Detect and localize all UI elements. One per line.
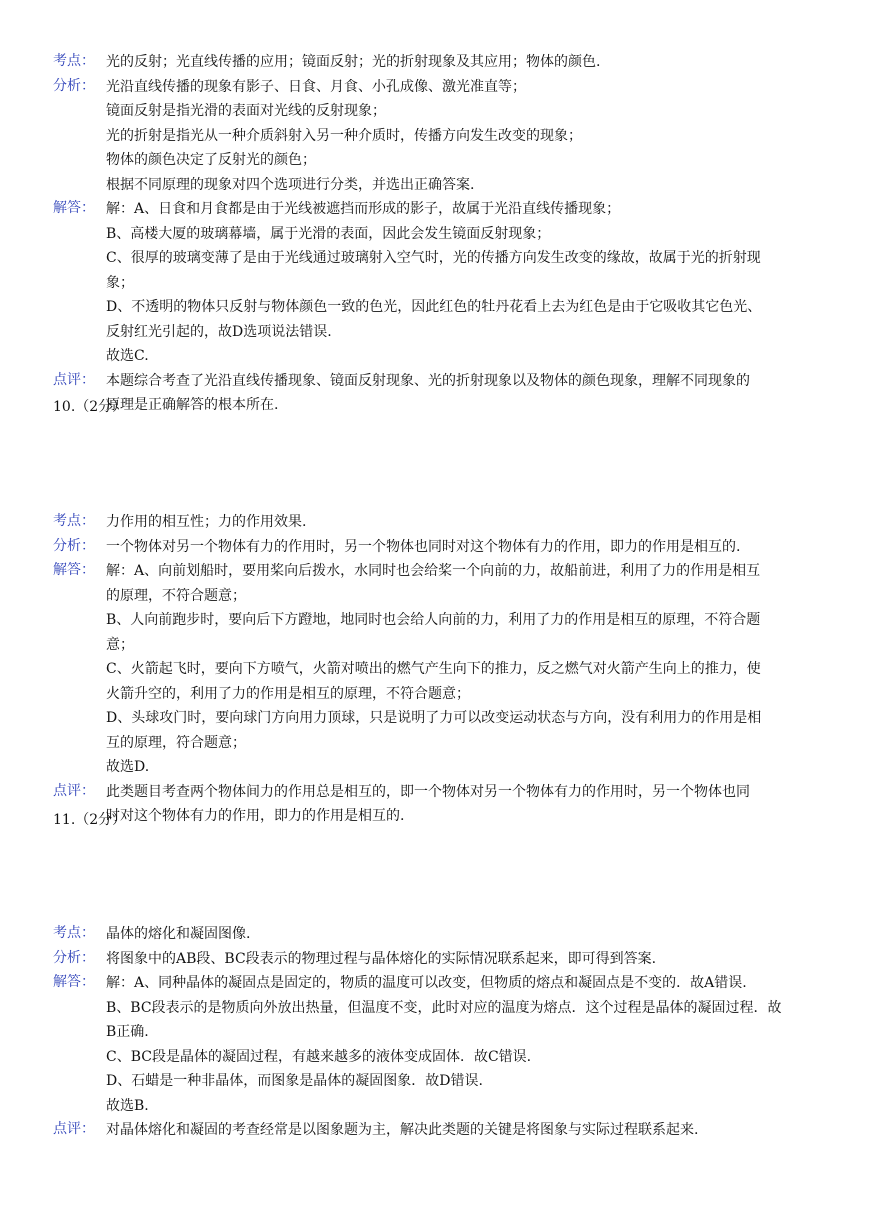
jieda-label: 解答： [53, 200, 95, 216]
text-line: 光沿直线传播的现象有影子、日食、月食、小孔成像、激光准直等； [106, 78, 526, 95]
q9-dianping [53, 369, 817, 418]
text-line: 故选C. [106, 348, 149, 364]
text-line: 光的折射是指光从一种介质斜射入另一种介质时，传播方向发生改变的现象； [106, 127, 582, 144]
text-line: 对晶体熔化和凝固的考查经常是以图象题为主，解决此类题的关键是将图象与实际过程联系起来. [106, 1122, 699, 1138]
jieda-label: 解答： [53, 974, 95, 990]
q10-jieda [53, 559, 817, 780]
text-line: B、高楼大厦的玻璃幕墙，属于光滑的表面，因此会发生镜面反射现象； [106, 225, 551, 242]
q10-fenxi [53, 535, 817, 560]
text-line: C、很厚的玻璃变薄了是由于光线通过玻璃射入空气时，光的传播方向发生改变的缘故，故属于光的折射现 [106, 250, 761, 266]
dianping-label: 点评： [53, 371, 95, 388]
text-line: 解：A、同种晶体的凝固点是固定的，物质的温度可以改变，但物质的熔点和凝固点是不变的．故A错误. [106, 975, 747, 991]
text-line: 镜面反射是指光滑的表面对光线的反射现象； [106, 103, 386, 119]
text-line: 物体的颜色决定了反射光的颜色； [106, 152, 316, 168]
text-line: 解：A、向前划船时，要用桨向后拨水，水同时也会给桨一个向前的力，故船前进，利用了力的作用是相互 [106, 563, 761, 579]
text-line: 一个物体对另一个物体有力的作用时，另一个物体也同时对这个物体有力的作用，即力的作用是相互的. [106, 538, 741, 555]
q10-dianping [53, 780, 817, 829]
text-line: 根据不同原理的现象对四个选项进行分类，并选出正确答案. [106, 176, 475, 193]
text-line: 互的原理，符合题意； [106, 734, 246, 751]
text-line: D、头球攻门时，要向球门方向用力顶球，只是说明了力可以改变运动状态与方向，没有利用力的作用是相 [106, 710, 762, 726]
q9-jieda [53, 197, 817, 369]
text-line: 故选D. [106, 759, 150, 775]
text-line: 故选B. [106, 1097, 149, 1114]
q11-jieda [53, 971, 817, 1118]
text-line: 解：A、日食和月食都是由于光线被遮挡而形成的影子，故属于光沿直线传播现象； [106, 201, 621, 217]
text-line: 力作用的相互性；力的作用效果. [106, 514, 307, 530]
q11-kaodian [53, 922, 817, 947]
text-line: 意； [106, 636, 134, 653]
q10-kaodian [53, 510, 817, 535]
text-line: 时对这个物体有力的作用，即力的作用是相互的. [106, 808, 405, 824]
q11-section [53, 922, 817, 1143]
dianping-label: 点评： [53, 1121, 95, 1137]
text-line: 此类题目考查两个物体间力的作用总是相互的，即一个物体对另一个物体有力的作用时，另一个物体也同 [106, 783, 750, 800]
text-line: C、火箭起飞时，要向下方喷气，火箭对喷出的燃气产生向下的推力，反之燃气对火箭产生向上的推力，使 [106, 661, 761, 677]
question-number: 10.（2分） [53, 399, 127, 415]
fenxi-label: 分析： [53, 77, 95, 94]
text-line: 本题综合考查了光沿直线传播现象、镜面反射现象、光的折射现象以及物体的颜色现象，理解不同现象的 [106, 372, 750, 389]
q10-section [53, 510, 817, 829]
kaodian-label: 考点： [53, 513, 95, 529]
kaodian-label: 考点： [53, 53, 95, 69]
text-line: B、BC段表示的是物质向外放出热量，但温度不变，此时对应的温度为熔点．这个过程是晶体的凝固过程．故 [106, 999, 782, 1016]
q9-fenxi [53, 75, 817, 198]
text-line: B、人向前跑步时，要向后下方蹬地，地同时也会给人向前的力，利用了力的作用是相互的原理，不符合题 [106, 612, 761, 628]
dianping-label: 点评： [53, 782, 95, 799]
question-number: 11.（2分） [53, 812, 127, 828]
fenxi-label: 分析： [53, 949, 95, 966]
text-line: 光的反射；光直线传播的应用；镜面反射；光的折射现象及其应用；物体的颜色. [106, 54, 601, 70]
text-line: 反射红光引起的，故D选项说法错误. [106, 323, 332, 340]
q9-section [53, 50, 817, 418]
text-line: D、不透明的物体只反射与物体颜色一致的色光，因此红色的牡丹花看上去为红色是由于它吸收其它色光、 [106, 299, 762, 315]
text-line: C、BC段是晶体的凝固过程，有越来越多的液体变成固体．故C错误. [106, 1048, 532, 1065]
kaodian-label: 考点： [53, 925, 95, 941]
text-line: 将图象中的AB段、BC段表示的物理过程与晶体熔化的实际情况联系起来，即可得到答案. [106, 950, 657, 967]
q11-dianping [53, 1118, 817, 1143]
text-line: 的原理，不符合题意； [106, 587, 246, 604]
fenxi-label: 分析： [53, 537, 95, 554]
q9-kaodian [53, 50, 817, 75]
text-line: D、石蜡是一种非晶体，而图象是晶体的凝固图象．故D错误. [106, 1073, 483, 1089]
text-line: 原理是正确解答的根本所在. [106, 397, 279, 413]
text-line: 象； [106, 274, 134, 291]
q11-fenxi [53, 947, 817, 972]
text-line: 晶体的熔化和凝固图像. [106, 926, 251, 942]
text-line: B正确. [106, 1024, 149, 1040]
jieda-label: 解答： [53, 562, 95, 578]
text-line: 火箭升空的，利用了力的作用是相互的原理，不符合题意； [106, 685, 470, 702]
